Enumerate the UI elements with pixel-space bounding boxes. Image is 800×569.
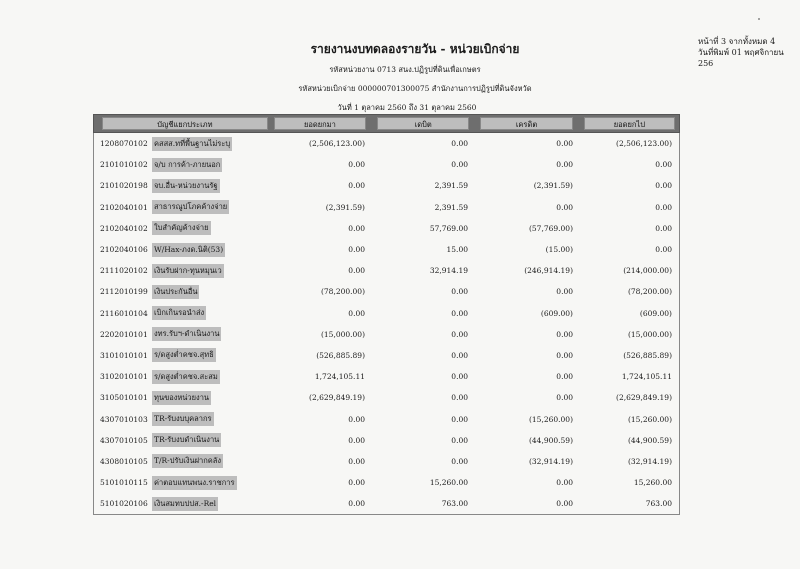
credit-amount: 0.00	[556, 393, 573, 403]
credit-amount: 0.00	[556, 329, 573, 339]
account-code: 2102040106	[100, 245, 148, 255]
account-code: 4308010105	[100, 456, 148, 466]
scan-speck	[758, 18, 760, 20]
closing-balance: (609.00)	[639, 308, 672, 318]
debit-amount: 2,391.59	[434, 202, 468, 212]
account-name: จบ.อื่น-หน่วยงานรัฐ	[152, 179, 220, 193]
report-title: รายงานงบทดลองรายวัน - หน่วยเบิกจ่าย	[310, 42, 520, 56]
closing-balance: (32,914.19)	[627, 456, 672, 466]
debit-amount: 0.00	[451, 308, 468, 318]
credit-amount: (15.00)	[545, 245, 573, 255]
report-header	[0, 40, 800, 114]
credit-amount: 0.00	[556, 139, 573, 149]
closing-balance: 15,260.00	[633, 478, 672, 488]
credit-amount: (15,260.00)	[528, 414, 573, 424]
debit-amount: 0.00	[451, 350, 468, 360]
account-cell	[94, 306, 262, 320]
table-row	[94, 281, 679, 302]
account-cell	[94, 370, 262, 384]
account-cell	[94, 158, 262, 172]
opening-balance: (2,629,849.19)	[309, 393, 365, 403]
account-code: 2111020102	[100, 266, 148, 276]
account-name: เงินประกันอื่น	[152, 285, 199, 299]
account-name: เงินสมทบปปส.-Rel	[152, 497, 218, 511]
account-name: จ/บ การค้า-ภายนอก	[152, 158, 222, 172]
debit-amount: 0.00	[451, 329, 468, 339]
credit-amount: 0.00	[556, 202, 573, 212]
account-cell	[94, 412, 262, 426]
closing-balance: (15,000.00)	[627, 329, 672, 339]
account-name: ร/ดสูงต่ำคชจ.สุทธิ	[152, 348, 216, 362]
debit-amount: 0.00	[451, 393, 468, 403]
account-name: เงินรับฝาก-ทุนหมุนเว	[152, 264, 224, 278]
credit-amount: (32,914.19)	[528, 456, 573, 466]
account-name: เบิกเกินรอนำส่ง	[152, 306, 206, 320]
account-cell	[94, 221, 262, 235]
account-cell	[94, 497, 262, 511]
table-body	[93, 133, 680, 515]
account-code: 5101020106	[100, 499, 148, 509]
debit-amount: 0.00	[451, 456, 468, 466]
opening-balance: 0.00	[348, 245, 365, 255]
closing-balance: 0.00	[655, 181, 672, 191]
account-cell	[94, 243, 262, 257]
account-cell	[94, 348, 262, 362]
account-cell	[94, 476, 262, 490]
credit-amount: (2,391.59)	[533, 181, 573, 191]
account-code: 2202010101	[100, 329, 148, 339]
closing-balance: 0.00	[655, 160, 672, 170]
account-cell	[94, 264, 262, 278]
debit-amount: 2,391.59	[434, 181, 468, 191]
account-name: งทร.รับฯ-ดำเนินงาน	[152, 327, 221, 341]
table-row	[94, 408, 679, 429]
account-code: 4307010103	[100, 414, 148, 424]
closing-balance: 0.00	[655, 223, 672, 233]
account-code: 1208070102	[100, 139, 148, 149]
account-name: TR-รับงบดำเนินงาน	[152, 433, 221, 447]
account-code: 3102010101	[100, 372, 148, 382]
account-cell	[94, 454, 262, 468]
table-row	[94, 451, 679, 472]
account-cell	[94, 200, 262, 214]
account-code: 2116010104	[100, 308, 148, 318]
credit-amount: 0.00	[556, 372, 573, 382]
table-row	[94, 175, 679, 196]
account-code: 3101010101	[100, 350, 148, 360]
account-code: 2112010199	[100, 287, 148, 297]
account-name: ใบสำคัญค้างจ่าย	[152, 221, 211, 235]
account-name: T/R-ปรับเงินฝากคลัง	[152, 454, 223, 468]
column-header-account: บัญชีแยกประเภท	[102, 117, 268, 130]
debit-amount: 0.00	[451, 435, 468, 445]
account-cell	[94, 285, 262, 299]
account-cell	[94, 433, 262, 447]
table-row	[94, 493, 679, 514]
closing-balance: (44,900.59)	[627, 435, 672, 445]
page-number: หน้าที่ 3 จากทั้งหมด 4	[698, 37, 776, 46]
trial-balance-table	[93, 114, 680, 515]
table-row	[94, 324, 679, 345]
credit-amount: 0.00	[556, 160, 573, 170]
opening-balance: 0.00	[348, 223, 365, 233]
opening-balance: 0.00	[348, 181, 365, 191]
column-header-opening: ยอดยกมา	[274, 117, 366, 130]
account-name: คสสส.ทที่พื้นฐานไม่ระบุ	[152, 137, 232, 151]
debit-amount: 763.00	[441, 499, 468, 509]
account-cell	[94, 137, 262, 151]
table-row	[94, 154, 679, 175]
table-row	[94, 260, 679, 281]
debit-amount: 0.00	[451, 414, 468, 424]
account-name: ร/ดสูงต่ำคชจ.สะสม	[152, 370, 220, 384]
account-cell	[94, 179, 262, 193]
debit-amount: 15.00	[446, 245, 468, 255]
opening-balance: 0.00	[348, 478, 365, 488]
account-code: 2101010102	[100, 160, 148, 170]
column-header-debit: เดบิต	[377, 117, 469, 130]
account-code: 5101010115	[100, 478, 148, 488]
account-cell	[94, 391, 262, 405]
opening-balance: (526,885.89)	[316, 350, 365, 360]
opening-balance: (15,000.00)	[320, 329, 365, 339]
credit-amount: 0.00	[556, 499, 573, 509]
opening-balance: 0.00	[348, 456, 365, 466]
debit-amount: 0.00	[451, 287, 468, 297]
debit-amount: 57,769.00	[429, 223, 468, 233]
closing-balance: 1,724,105.11	[621, 372, 672, 382]
opening-balance: 0.00	[348, 414, 365, 424]
debit-amount: 0.00	[451, 139, 468, 149]
account-name: ทุนของหน่วยงาน	[152, 391, 211, 405]
debit-amount: 0.00	[451, 372, 468, 382]
closing-balance: (78,200.00)	[627, 287, 672, 297]
account-cell	[94, 327, 262, 341]
table-row	[94, 303, 679, 324]
agency-code: รหัสหน่วยงาน 0713 สนง.ปฏิรูปที่ดินเพื่อเกษตร	[329, 65, 481, 74]
column-header-closing: ยอดยกไป	[584, 117, 675, 130]
opening-balance: (2,391.59)	[325, 202, 365, 212]
column-header-credit: เครดิต	[480, 117, 572, 130]
debit-amount: 15,260.00	[429, 478, 468, 488]
closing-balance: (2,506,123.00)	[616, 139, 672, 149]
table-row	[94, 387, 679, 408]
account-name: TR-รับงบบุคลากร	[152, 412, 214, 426]
closing-balance: (214,000.00)	[623, 266, 672, 276]
opening-balance: 0.00	[348, 266, 365, 276]
table-row	[94, 345, 679, 366]
table-row	[94, 366, 679, 387]
opening-balance: 0.00	[348, 435, 365, 445]
closing-balance: (15,260.00)	[627, 414, 672, 424]
closing-balance: (526,885.89)	[623, 350, 672, 360]
closing-balance: 763.00	[645, 499, 672, 509]
table-row	[94, 197, 679, 218]
account-name: ค่าตอบแทนพนง.ราชการ	[152, 476, 237, 490]
credit-amount: (57,769.00)	[528, 223, 573, 233]
table-row	[94, 472, 679, 493]
table-row	[94, 239, 679, 260]
table-header	[93, 114, 680, 133]
disbursing-unit: รหัสหน่วยเบิกจ่าย 000000701300075 สำนักงานการปฏิรูปที่ดินจังหวัด	[298, 84, 532, 93]
opening-balance: 0.00	[348, 308, 365, 318]
opening-balance: 1,724,105.11	[314, 372, 365, 382]
credit-amount: (609.00)	[540, 308, 573, 318]
credit-amount: 0.00	[556, 350, 573, 360]
print-date: วันที่พิมพ์ 01 พฤศจิกายน 256	[698, 48, 784, 68]
table-row	[94, 218, 679, 239]
opening-balance: 0.00	[348, 499, 365, 509]
account-code: 2102040102	[100, 223, 148, 233]
closing-balance: 0.00	[655, 202, 672, 212]
account-name: สาธารณูปโภคค้างจ่าย	[152, 200, 229, 214]
account-code: 2102040101	[100, 202, 148, 212]
opening-balance: 0.00	[348, 160, 365, 170]
credit-amount: 0.00	[556, 478, 573, 488]
table-row	[94, 430, 679, 451]
debit-amount: 32,914.19	[429, 266, 468, 276]
debit-amount: 0.00	[451, 160, 468, 170]
account-code: 2101020198	[100, 181, 148, 191]
closing-balance: (2,629,849.19)	[616, 393, 672, 403]
credit-amount: (44,900.59)	[528, 435, 573, 445]
account-name: W/Hax-ภงด.นิติ(53)	[152, 243, 225, 257]
credit-amount: 0.00	[556, 287, 573, 297]
opening-balance: (2,506,123.00)	[309, 139, 365, 149]
account-code: 4307010105	[100, 435, 148, 445]
report-period: วันที่ 1 ตุลาคม 2560 ถึง 31 ตุลาคม 2560	[337, 103, 477, 112]
credit-amount: (246,914.19)	[524, 266, 573, 276]
closing-balance: 0.00	[655, 245, 672, 255]
account-code: 3105010101	[100, 393, 148, 403]
opening-balance: (78,200.00)	[320, 287, 365, 297]
table-row	[94, 133, 679, 154]
